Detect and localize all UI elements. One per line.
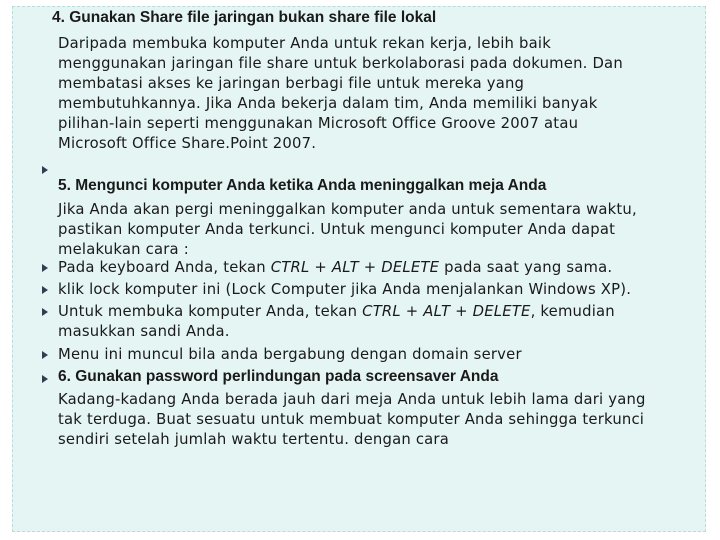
bullet-menu-text: Menu ini muncul bila anda bergabung dengan domain server xyxy=(58,346,522,363)
unlock-text-before: Untuk membuka komputer Anda, tekan xyxy=(58,303,363,320)
unlock-shortcut: CTRL + ALT + DELETE xyxy=(362,303,531,320)
section-6-text-line-3: sendiri setelah jumlah waktu tertentu. dengan cara xyxy=(58,431,449,448)
bullet-marker-empty xyxy=(42,166,48,174)
bullet-keyboard-text xyxy=(58,258,612,278)
section-4-heading: 4. Gunakan Share file jaringan bukan share file lokal xyxy=(52,9,437,26)
section-5-text-line-3: melakukan cara : xyxy=(58,241,189,258)
section-4-text-line-5: pilihan-lain seperti menggunakan Microsoft Office Groove 2007 atau xyxy=(58,115,579,132)
section-5-heading: 5. Mengunci komputer Anda ketika Anda meninggalkan meja Anda xyxy=(58,177,547,194)
section-5-text-line-2: pastikan komputer Anda terkunci. Untuk mengunci komputer Anda dapat xyxy=(58,221,616,238)
bullet-marker-unlock xyxy=(42,308,48,316)
bullet-marker-keyboard xyxy=(42,264,48,272)
keyboard-shortcut: CTRL + ALT + DELETE xyxy=(270,259,440,276)
section-4-text-line-3: membatasi akses ke jaringan berbagi file untuk mereka yang xyxy=(58,75,525,92)
section-6-text-line-2: tak terduga. Buat sesuatu untuk membuat komputer Anda sehingga terkunci xyxy=(58,411,645,428)
bullet-marker-lock xyxy=(42,286,48,294)
section-4-text-line-1: Daripada membuka komputer Anda untuk rekan kerja, lebih baik xyxy=(58,35,551,52)
section-6-heading: 6. Gunakan password perlindungan pada screensaver Anda xyxy=(58,368,499,385)
bullet-unlock-text xyxy=(58,302,615,322)
section-6-text-line-1: Kadang-kadang Anda berada jauh dari meja Anda untuk lebih lama dari yang xyxy=(58,391,646,408)
unlock-text-after: , kemudian xyxy=(530,303,615,320)
bullet-unlock-continuation: masukkan sandi Anda. xyxy=(58,323,230,340)
keyboard-text-before: Pada keyboard Anda, tekan xyxy=(58,259,271,276)
bullet-marker-section-6 xyxy=(42,375,48,383)
section-5-text-line-1: Jika Anda akan pergi meninggalkan komputer anda untuk sementara waktu, xyxy=(58,201,637,218)
section-4-text-line-2: menggunakan jaringan file share untuk berkolaborasi pada dokumen. Dan xyxy=(58,55,623,72)
bullet-lock-text: klik lock komputer ini (Lock Computer jika Anda menjalankan Windows XP). xyxy=(58,281,632,298)
keyboard-text-after: pada saat yang sama. xyxy=(439,259,613,276)
section-4-text-line-4: membutuhkannya. Jika Anda bekerja dalam tim, Anda memiliki banyak xyxy=(58,95,598,112)
bullet-marker-menu xyxy=(42,351,48,359)
section-4-text-line-6: Microsoft Office Share.Point 2007. xyxy=(58,135,317,152)
